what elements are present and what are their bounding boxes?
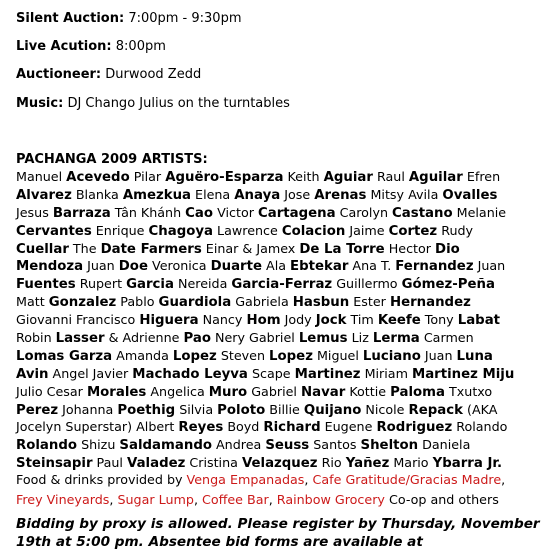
- artist-surname: Rodriguez: [376, 420, 453, 436]
- artist-surname: Doe: [118, 259, 148, 275]
- artist-surname: Arenas: [314, 187, 367, 203]
- auctioneer-name: Durwood Zedd: [105, 67, 202, 82]
- artist-given-name: Victor: [213, 204, 258, 220]
- artist-surname: Garcia-Ferraz: [231, 277, 333, 293]
- food-credits: [16, 470, 546, 509]
- artist-given-name: & Adrienne: [104, 330, 184, 346]
- artist-given-name: Blanka: [71, 186, 123, 202]
- artist-surname: Acevedo: [66, 170, 130, 185]
- artist-given-name: Angelica: [146, 383, 209, 399]
- artist-given-name: Daniela: [418, 437, 471, 453]
- artists-line: [16, 311, 540, 329]
- artist-given-name: Tân Khánh: [110, 204, 186, 220]
- artist-given-name: Julio Cesar: [16, 383, 87, 399]
- artists-line: [16, 383, 540, 401]
- artist-surname: Labat: [457, 313, 501, 329]
- artist-surname: Saldamando: [119, 438, 212, 454]
- artist-given-name: Rupert: [75, 276, 127, 292]
- artist-surname: Reyes: [178, 420, 224, 436]
- artist-surname: Keefe: [377, 313, 421, 329]
- artist-given-name: Boyd: [223, 419, 264, 435]
- artist-given-name: Jocelyn Superstar) Albert: [16, 419, 179, 435]
- artist-given-name: Jesus: [16, 204, 53, 220]
- food-outro: Co-op and others: [384, 491, 499, 507]
- artist-surname: Aguëro-Esparza: [165, 170, 284, 185]
- live-auction-label: Live Acution:: [16, 39, 112, 54]
- artist-surname: Amezkua: [122, 187, 192, 203]
- artist-surname: Rolando: [16, 438, 78, 454]
- artist-given-name: Ala: [261, 258, 291, 274]
- bidding-notice: [16, 515, 546, 551]
- artist-surname: Morales: [86, 384, 147, 400]
- artist-given-name: Mitsy Avila: [366, 186, 443, 202]
- artists-line: [16, 257, 540, 275]
- artist-surname: Lemus: [298, 331, 348, 347]
- artist-surname: Ovalles: [442, 187, 498, 203]
- artists-line: [16, 401, 540, 419]
- food-line-1: Food & drinks provided by Venga Empanadas, Cafe Gratitude/Gracias Madre,: [16, 472, 506, 487]
- artist-given-name: Tony: [420, 312, 458, 328]
- artist-surname: Shelton: [360, 438, 419, 454]
- artist-surname: Mendoza: [16, 259, 84, 275]
- artist-surname: Lomas Garza: [16, 348, 113, 364]
- artist-surname: Aguilar: [408, 170, 463, 185]
- artists-line: [16, 186, 540, 204]
- artist-surname: Duarte: [210, 259, 262, 275]
- artist-surname: Cartagena: [257, 205, 336, 221]
- music-value: DJ Chango Julius on the turntables: [67, 96, 290, 111]
- artist-surname: Dio: [435, 241, 460, 257]
- artist-given-name: Steven: [216, 347, 270, 363]
- artist-surname: Pao: [183, 331, 211, 347]
- artist-surname: Poethig: [117, 402, 176, 418]
- artist-given-name: Angel Javier: [48, 365, 133, 381]
- artist-given-name: Nicole: [361, 401, 409, 417]
- artist-given-name: Rio: [317, 455, 346, 471]
- artist-given-name: Johanna: [58, 401, 118, 417]
- artist-given-name: Scape: [247, 365, 295, 381]
- artist-given-name: Elena: [191, 186, 235, 202]
- artist-given-name: Cristina: [185, 455, 242, 471]
- artist-given-name: Gabriela: [231, 294, 293, 310]
- artists-line: [16, 365, 540, 383]
- artist-surname: Ebtekar: [290, 259, 349, 275]
- artist-surname: Yañez: [345, 456, 390, 472]
- artist-given-name: Billie: [265, 401, 304, 417]
- silent-auction-label: Silent Auction:: [16, 11, 125, 26]
- artist-given-name: Andrea: [211, 437, 266, 453]
- artists-line: [16, 418, 540, 436]
- artist-given-name: Einar & Jamex: [201, 240, 300, 256]
- artist-surname: Chagoya: [148, 223, 213, 239]
- artist-given-name: Carolyn: [335, 204, 393, 220]
- artist-surname: Jock: [315, 313, 347, 329]
- artist-given-name: Eugene: [320, 419, 377, 435]
- auctioneer-label: Auctioneer:: [16, 67, 102, 82]
- artists-line: [16, 275, 540, 293]
- artist-given-name: Carmen: [419, 330, 474, 346]
- artist-surname: Barraza: [52, 205, 111, 221]
- artist-surname: Guardiola: [158, 295, 232, 311]
- artist-given-name: Rolando: [452, 419, 508, 435]
- auctioneer-line: [16, 67, 201, 83]
- live-auction-line: [16, 39, 166, 55]
- artist-given-name: Nereida: [173, 276, 232, 292]
- artist-surname: Cao: [185, 205, 214, 221]
- artists-line: [16, 240, 540, 258]
- artist-surname: Aguiar: [323, 170, 373, 185]
- silent-auction-line: [16, 11, 242, 27]
- artist-given-name: Ana T.: [348, 258, 396, 274]
- artist-given-name: Manuel: [16, 169, 67, 184]
- artist-given-name: The: [68, 240, 101, 256]
- artists-line: [16, 436, 540, 454]
- artist-surname: Seuss: [265, 438, 310, 454]
- artist-surname: Cervantes: [16, 223, 92, 239]
- artist-given-name: Miriam: [360, 365, 412, 381]
- live-auction-time: 8:00pm: [115, 39, 166, 54]
- artist-given-name: Rudy: [437, 222, 474, 238]
- artist-given-name: Mario: [389, 455, 433, 471]
- bidding-line-1: Bidding by proxy is allowed. Please register by Thursday, November: [16, 516, 540, 532]
- artist-surname: Navar: [301, 384, 346, 400]
- artist-surname: Avin: [16, 366, 49, 382]
- artist-given-name: Santos: [309, 437, 361, 453]
- artist-given-name: Jody: [280, 312, 316, 328]
- artists-heading: PACHANGA 2009 ARTISTS:: [16, 152, 208, 167]
- artist-surname: Luna: [456, 348, 493, 364]
- artist-given-name: (AKA: [463, 401, 498, 417]
- artist-given-name: Liz: [347, 330, 373, 346]
- artist-given-name: Shizu: [77, 437, 120, 453]
- sponsor-link-venga-empanadas[interactable]: Venga Empanadas: [186, 472, 305, 487]
- artist-given-name: Miguel: [312, 347, 363, 363]
- artist-surname: Poloto: [217, 402, 266, 418]
- sponsor-link-frey-vineyards[interactable]: Frey Vineyards: [16, 491, 110, 507]
- artist-surname: Hom: [246, 313, 281, 329]
- artist-given-name: Pablo: [116, 294, 159, 310]
- artist-surname: Lasser: [55, 331, 105, 347]
- artist-surname: Cortez: [388, 223, 438, 239]
- artist-surname: Alvarez: [16, 187, 72, 203]
- artist-given-name: Matt: [16, 294, 49, 310]
- artist-surname: Castano: [392, 205, 453, 221]
- bidding-line-2: 19th at 5:00 pm. Absentee bid forms are available at: [16, 534, 423, 550]
- sponsor-link-sugar-lump[interactable]: Sugar Lump: [117, 491, 194, 507]
- sponsor-link-rainbow-grocery[interactable]: Rainbow Grocery: [276, 491, 385, 507]
- silent-auction-time: 7:00pm - 9:30pm: [128, 11, 242, 26]
- artist-surname: Machado Leyva: [132, 366, 248, 382]
- artist-given-name: Jaime: [345, 222, 389, 238]
- artist-given-name: Nancy: [198, 312, 247, 328]
- artist-given-name: Melanie: [452, 204, 507, 220]
- artist-given-name: Gabriel: [247, 383, 301, 399]
- artist-surname: Lerma: [372, 331, 420, 347]
- artist-given-name: Keith: [283, 169, 324, 184]
- artist-given-name: Paul: [92, 455, 127, 471]
- artist-given-name: Efren: [462, 169, 501, 184]
- artist-given-name: Enrique: [91, 222, 149, 238]
- artist-given-name: Tim: [346, 312, 378, 328]
- artist-surname: Colacion: [281, 223, 346, 239]
- artist-surname: Velazquez: [241, 456, 318, 472]
- music-label: Music:: [16, 96, 64, 111]
- artist-surname: Gonzalez: [48, 295, 117, 311]
- artists-list: [16, 168, 540, 472]
- artist-surname: De La Torre: [299, 241, 385, 257]
- artist-surname: Steinsapir: [16, 456, 93, 472]
- artist-surname: Richard: [263, 420, 321, 436]
- artists-line: [16, 222, 540, 240]
- sponsor-link-coffee-bar[interactable]: Coffee Bar: [202, 491, 269, 507]
- artist-surname: Lopez: [269, 348, 313, 364]
- artist-surname: Martinez Miju: [411, 366, 515, 382]
- artist-given-name: Giovanni Francisco: [16, 312, 140, 328]
- artist-surname: Anaya: [234, 187, 281, 203]
- artist-given-name: Kottie: [345, 383, 391, 399]
- artist-surname: Fernandez: [395, 259, 474, 275]
- artist-surname: Perez: [16, 402, 59, 418]
- artist-surname: Date Farmers: [100, 241, 202, 257]
- artist-surname: Gómez-Peña: [401, 277, 495, 293]
- artist-given-name: Juan: [420, 347, 457, 363]
- artist-surname: Cuellar: [16, 241, 69, 257]
- artist-surname: Hernandez: [389, 295, 471, 311]
- artists-line: [16, 204, 540, 222]
- artist-given-name: Juan: [473, 258, 506, 274]
- sponsor-link-cafe-gratitude[interactable]: Cafe Gratitude/Gracias Madre: [312, 472, 502, 487]
- music-line: [16, 96, 290, 112]
- artist-given-name: Silvia: [175, 401, 218, 417]
- artist-surname: Fuentes: [16, 277, 76, 293]
- food-line-2: Frey Vineyards, Sugar Lump, Coffee Bar, Rainbow Grocery Co-op and others: [16, 491, 499, 507]
- artists-line: [16, 293, 540, 311]
- artist-given-name: Nery Gabriel: [210, 330, 299, 346]
- food-intro: Food & drinks provided by: [16, 472, 187, 487]
- artist-given-name: Amanda: [112, 347, 173, 363]
- artist-given-name: Txutxo: [445, 383, 493, 399]
- artist-surname: Ybarra Jr.: [432, 456, 503, 472]
- artist-given-name: Veronica: [147, 258, 211, 274]
- artist-surname: Paloma: [390, 384, 445, 400]
- artist-surname: Muro: [208, 384, 248, 400]
- artist-surname: Valadez: [127, 456, 186, 472]
- artist-surname: Martinez: [294, 366, 361, 382]
- artist-surname: Garcia: [126, 277, 174, 293]
- artist-given-name: Lawrence: [213, 222, 282, 238]
- artist-surname: Quijano: [303, 402, 362, 418]
- artist-surname: Luciano: [362, 348, 421, 364]
- artists-line: [16, 347, 540, 365]
- artist-given-name: Ester: [349, 294, 390, 310]
- artists-line: [16, 329, 540, 347]
- artist-given-name: Jose: [280, 186, 315, 202]
- artist-surname: Repack: [408, 402, 464, 418]
- artist-given-name: Pilar: [129, 169, 166, 184]
- artist-given-name: Guillermo: [332, 276, 402, 292]
- artist-given-name: Raul: [372, 169, 409, 184]
- artists-line: [16, 168, 540, 186]
- artist-surname: Higuera: [139, 313, 199, 329]
- artist-given-name: Robin: [16, 330, 56, 346]
- artist-given-name: Hector: [384, 240, 436, 256]
- artist-surname: Lopez: [172, 348, 217, 364]
- artist-surname: Hasbun: [292, 295, 350, 311]
- artist-given-name: Juan: [83, 258, 119, 274]
